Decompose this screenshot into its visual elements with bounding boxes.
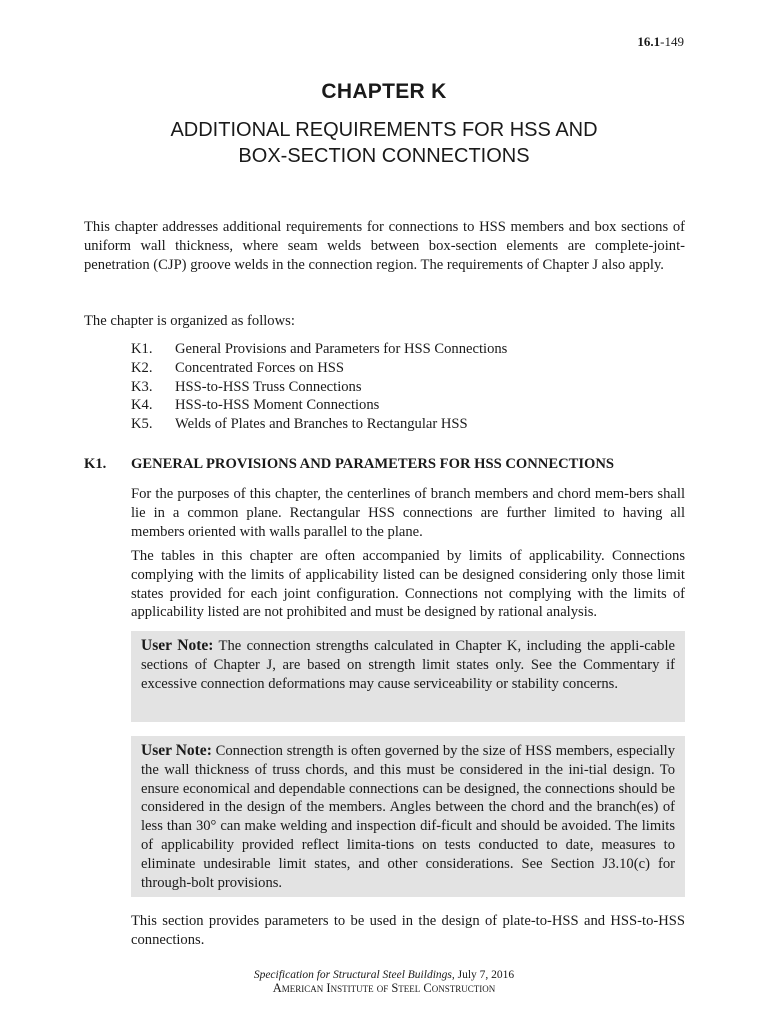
user-note-box-1: [131, 631, 685, 722]
intro-paragraph: This chapter addresses additional requirements for connections to HSS members and box sections of uniform wall thickness, where seam welds between box-section elements are complete-joint-penetration (CJP) groove welds in the connection region. The requirements of Chapter J also apply.: [84, 219, 685, 273]
chapter-subtitle: [0, 117, 768, 169]
toc-item: [131, 378, 691, 397]
section-k1-number: K1.: [84, 456, 107, 472]
footer-spec-title: Specification for Structural Steel Buildings,: [253, 969, 455, 981]
toc-item: [131, 359, 691, 378]
section-k1-paragraph-1: For the purposes of this chapter, the centerlines of branch members and chord mem-bers shall lie in a common plane. Rectangular HSS connections are further limited to having all members oriented with walls parallel to the plane.: [131, 486, 685, 540]
organized-intro: The chapter is organized as follows:: [84, 313, 295, 329]
chapter-subtitle-line1: ADDITIONAL REQUIREMENTS FOR HSS AND: [170, 119, 598, 141]
section-k1-paragraph-3: This section provides parameters to be used in the design of plate-to-HSS and HSS-to-HSS connections.: [131, 913, 685, 948]
toc-item-title: HSS-to-HSS Truss Connections: [175, 378, 362, 395]
toc-item-title: Concentrated Forces on HSS: [175, 359, 345, 376]
section-k1-paragraph-2: The tables in this chapter are often accompanied by limits of applicability. Connections complying with the limits of applicability listed can be designed considering only those limit states provided for each joint configuration. Connections not complying with the limits of applicability listed are not prohibited and must be designed by rational analysis.: [131, 548, 685, 621]
user-note-box-2: [131, 736, 685, 897]
toc-item-number: K4.: [131, 397, 153, 414]
user-note-1-text: The connection strengths calculated in Chapter K, including the appli-cable sections of Chapter J, are based on strength limit states only. See the Commentary if excessive connection deformations may cause serviceability or stability concerns.: [141, 638, 675, 692]
footer-organization: American Institute of Steel Construction: [272, 981, 496, 995]
chapter-contents-list: [131, 340, 691, 434]
chapter-subtitle-line2: BOX-SECTION CONNECTIONS: [238, 145, 530, 167]
user-note-1: [141, 637, 675, 693]
page-number-prefix: 16.1: [637, 34, 661, 49]
toc-item-number: K3.: [131, 378, 153, 395]
user-note-2: [141, 742, 675, 892]
toc-item-title: General Provisions and Parameters for HSS Connections: [175, 341, 508, 357]
section-k1-title: GENERAL PROVISIONS AND PARAMETERS FOR HSS CONNECTIONS: [131, 456, 615, 472]
toc-item: [131, 415, 691, 434]
toc-item: [131, 340, 691, 359]
toc-item: [131, 396, 691, 415]
toc-item-number: K5.: [131, 416, 153, 433]
user-note-2-text: Connection strength is often governed by the size of HSS members, especially the wall thickness of truss chords, and this must be considered in the ini-tial design. To ensure economical and dependable connections can be designed, the connections should be considered in the design of the members. Angles between the chord and the branch(es) of less than 30° can make welding and inspection dif-ficult and should be avoided. The limits of applicability provided reflect limita-tions on tests conducted to date, measures to eliminate undesirable limit states, and other considerations. See Section J3.10(c) for through-bolt provisions.: [141, 743, 675, 891]
user-note-1-label: User Note:: [141, 637, 214, 654]
section-k1-heading: [84, 455, 694, 473]
toc-item-number: K2.: [131, 359, 153, 376]
toc-item-number: K1.: [131, 341, 153, 357]
page-number-suffix: -149: [660, 34, 684, 49]
page-number: [637, 34, 684, 50]
user-note-2-label: User Note:: [141, 742, 212, 759]
footer-date: July 7, 2016: [454, 969, 515, 981]
chapter-title: CHAPTER K: [321, 80, 447, 103]
toc-item-title: HSS-to-HSS Moment Connections: [175, 397, 380, 414]
page-footer: [0, 969, 768, 995]
toc-item-title: Welds of Plates and Branches to Rectangular HSS: [175, 416, 468, 433]
